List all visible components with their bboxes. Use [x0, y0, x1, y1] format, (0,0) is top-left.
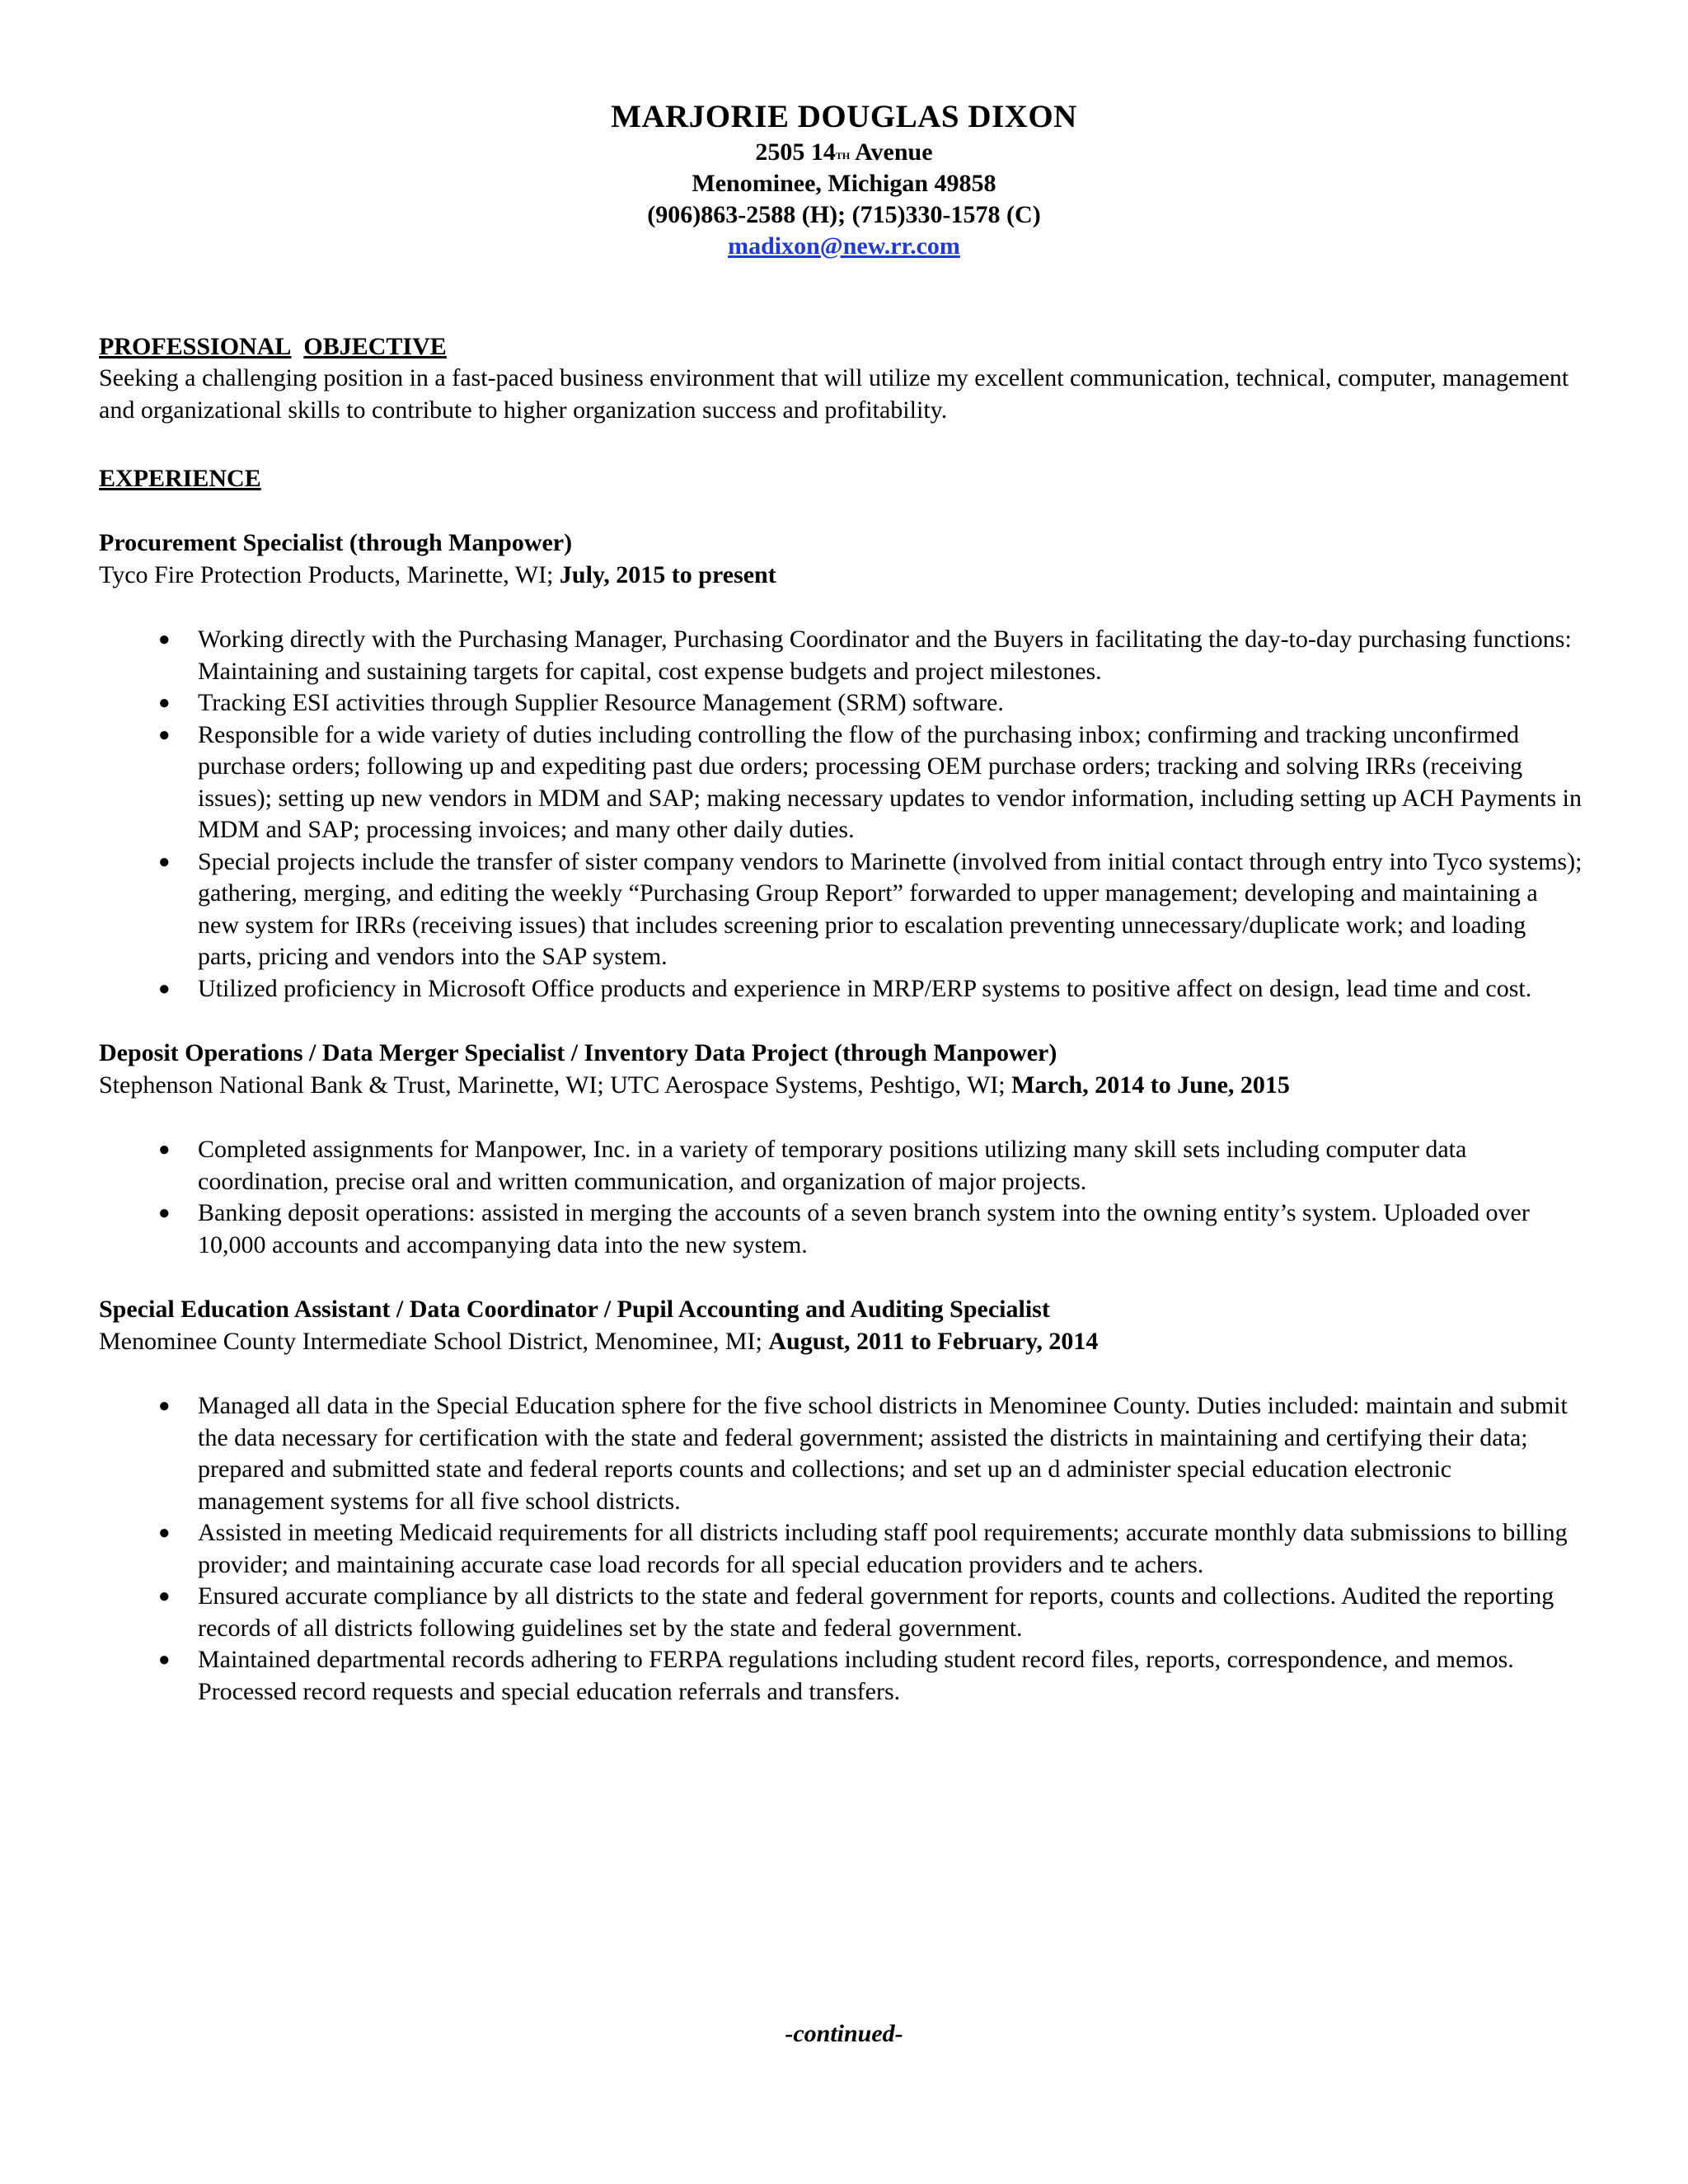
bullet-icon: ● [158, 724, 171, 746]
list-item: ● Working directly with the Purchasing Manager, Purchasing Coordinator and the Buyers in facilitating the day-to-day purchasing functions: Maintaining and sustaining targets for capital, cost expense budgets and project milestones. [158, 626, 1572, 685]
bullet-icon: ● [158, 1139, 171, 1160]
job-employer: Menominee County Intermediate School District, Menominee, MI; [99, 1327, 769, 1355]
bullet-icon: ● [158, 851, 171, 873]
street-suffix: TH [835, 150, 851, 162]
street-name: Avenue [850, 138, 933, 166]
bullet-icon: ● [158, 977, 171, 1000]
resume-header [0, 97, 1688, 262]
objective-heading-part1: PROFESSIONAL [99, 333, 292, 360]
bullet-icon: ● [158, 1522, 171, 1544]
job-duties-list [99, 1390, 1582, 1708]
objective-text: Seeking a challenging position in a fast-paced business environment that will utilize my excellent communication, technical, computer, management and organizational skills to contribute to higher organization success and profitability. [99, 364, 1569, 424]
job-dates: July, 2015 to present [559, 560, 776, 588]
resume-body [99, 331, 1582, 1708]
list-item: ● Banking deposit operations: assisted in merging the accounts of a seven branch system into the owning entity’s system. Uploaded over 10,000 accounts and accompanying data into the new system. [158, 1199, 1530, 1258]
continued-footer: -continued- [785, 2020, 903, 2047]
job-duties-list [99, 624, 1582, 1005]
job-dates: August, 2011 to February, 2014 [768, 1327, 1099, 1355]
job-employer-line [99, 560, 1582, 592]
bullet-icon: ● [158, 692, 171, 714]
bullet-icon: ● [158, 1649, 171, 1671]
list-item: ● Tracking ESI activities through Supplier Resource Management (SRM) software. [99, 687, 1582, 719]
job-duties-list [99, 1134, 1582, 1261]
job-employer-line [99, 1326, 1582, 1358]
job-dates: March, 2014 to June, 2015 [1011, 1071, 1290, 1099]
list-item: ● Responsible for a wide variety of duties including controlling the flow of the purchasing inbox; confirming and tracking unconfirmed purchase orders; following up and expediting past due orders; processing OEM purchase orders; tracking and solving IRRs (receiving issues); setting up new vendors in MDM and SAP; making necessary updates to vendor information, including setting up ACH Payments in MDM and SAP; processing invoices; and many other daily duties. [158, 720, 1582, 843]
email-link[interactable]: madixon@new.rr.com [728, 232, 960, 260]
list-item: ● Ensured accurate compliance by all districts to the state and federal government for reports, counts and collections. Audited the reporting records of all districts following guidelines set by the state and federal government. [158, 1582, 1554, 1642]
list-item: ● Utilized proficiency in Microsoft Office products and experience in MRP/ERP systems to positive affect on design, lead time and cost. [99, 973, 1582, 1005]
job-title: Special Education Assistant / Data Coordinator / Pupil Accounting and Auditing Specialist [99, 1296, 1050, 1323]
list-item: ● Special projects include the transfer of sister company vendors to Marinette (involved from initial contact through entry into Tyco systems); gathering, merging, and editing the weekly “Purchasing Group Report” forwarded to upper management; developing and maintaining a new system for IRRs (receiving issues) that includes screening prior to escalation preventing unnecessary/duplicate work; and loading parts, pricing and vendors into the SAP system. [158, 847, 1582, 970]
experience-heading: EXPERIENCE [99, 465, 261, 492]
list-item: ● Maintained departmental records adhering to FERPA regulations including student record files, reports, correspondence, and memos. Processed record requests and special education referrals and transfers. [158, 1646, 1514, 1705]
list-item: ● Managed all data in the Special Education sphere for the five school districts in Menominee County. Duties included: maintain and submit the data necessary for certification with the state and federal government; assisted the districts in maintaining and certifying their data; prepared and submitted state and federal reports counts and collections; and set up an d administer special education electronic management systems for all five school districts. [158, 1392, 1568, 1515]
bullet-icon: ● [158, 1586, 171, 1607]
job-employer: Stephenson National Bank & Trust, Marinette, WI; UTC Aerospace Systems, Peshtigo, WI; [99, 1071, 1012, 1099]
street-address [0, 137, 1688, 168]
job-entry [99, 1294, 1582, 1708]
street-number: 2505 14 [755, 138, 836, 166]
job-employer-line [99, 1070, 1582, 1102]
phone-numbers: (906)863-2588 (H); (715)330-1578 (C) [647, 201, 1041, 228]
objective-heading [99, 331, 1582, 363]
job-entry [99, 1038, 1582, 1261]
city-line: Menominee, Michigan 49858 [692, 170, 996, 197]
list-item: ● Completed assignments for Manpower, Inc. in a variety of temporary positions utilizing many skill sets including computer data coordination, precise oral and written communication, and organization of major projects. [158, 1136, 1467, 1195]
job-title: Procurement Specialist (through Manpower) [99, 529, 573, 556]
job-title: Deposit Operations / Data Merger Specialist / Inventory Data Project (through Manpower) [99, 1039, 1057, 1066]
bullet-icon: ● [158, 1202, 171, 1224]
candidate-name: MARJORIE DOUGLAS DIXON [611, 99, 1077, 134]
job-employer: Tyco Fire Protection Products, Marinette, WI; [99, 560, 560, 588]
job-entry [99, 527, 1582, 1005]
objective-heading-part2: OBJECTIVE [303, 333, 447, 360]
bullet-icon: ● [158, 1395, 171, 1417]
bullet-icon: ● [158, 629, 171, 650]
list-item: ● Assisted in meeting Medicaid requirements for all districts including staff pool requirements; accurate monthly data submissions to billing provider; and maintaining accurate case load records for all special education providers and te achers. [158, 1519, 1568, 1578]
